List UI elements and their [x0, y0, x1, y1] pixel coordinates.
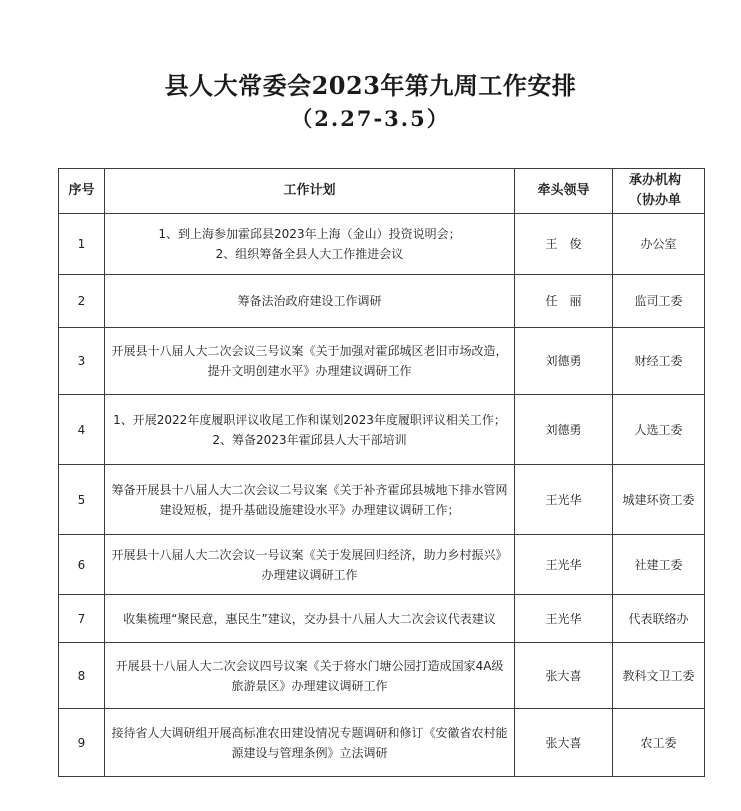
- table-row: [59, 709, 705, 777]
- row-lead: 张大喜: [515, 709, 613, 777]
- header-plan: 工作计划: [105, 169, 515, 214]
- table-row: [59, 275, 705, 328]
- row-org: 教科文卫工委: [613, 643, 705, 709]
- row-number: 7: [59, 595, 105, 643]
- schedule-table: [58, 168, 705, 777]
- table-row: [59, 395, 705, 465]
- row-plan: [105, 465, 515, 535]
- row-lead: 任 丽: [515, 275, 613, 328]
- row-number: 3: [59, 328, 105, 395]
- page-subtitle: （2.27-3.5）: [291, 106, 450, 131]
- row-number: 2: [59, 275, 105, 328]
- row-org: 人选工委: [613, 395, 705, 465]
- plan-line: 1、开展2022年度履职评议收尾工作和谋划2023年度履职评议相关工作；: [113, 412, 506, 427]
- row-plan: [105, 535, 515, 595]
- row-plan: [105, 709, 515, 777]
- row-lead: 王 俊: [515, 214, 613, 275]
- row-lead: 张大喜: [515, 643, 613, 709]
- row-org: 办公室: [613, 214, 705, 275]
- header-org-line2: （协办单: [629, 193, 682, 208]
- plan-line: 筹备开展县十八届人大二次会议二号议案《关于补齐霍邱县城地下排水管网建设短板，提升基础设施建设水平》办理建议调研工作；: [111, 482, 508, 517]
- plan-line: 收集梳理“聚民意，惠民生”建议，交办县十八届人大二次会议代表建议: [123, 611, 496, 626]
- plan-line: 开展县十八届人大二次会议三号议案《关于加强对霍邱城区老旧市场改造，提升文明创建水平》办理建议调研工作: [111, 344, 508, 378]
- row-org: 代表联络办: [613, 595, 705, 643]
- row-plan: [105, 275, 515, 328]
- row-number: 6: [59, 535, 105, 595]
- row-number: 9: [59, 709, 105, 777]
- row-plan: [105, 395, 515, 465]
- table-row: [59, 328, 705, 395]
- page-title: 县人大常委会2023年第九周工作安排: [164, 71, 577, 100]
- plan-line: 2、组织筹备全县人大工作推进会议: [215, 247, 404, 261]
- row-org: 监司工委: [613, 275, 705, 328]
- table-row: [59, 643, 705, 709]
- row-plan: [105, 643, 515, 709]
- row-plan: [105, 595, 515, 643]
- row-number: 8: [59, 643, 105, 709]
- plan-line: 2、筹备2023年霍邱县人大干部培训: [212, 432, 407, 447]
- row-plan: [105, 328, 515, 395]
- header-org: [613, 169, 705, 214]
- plan-line: 开展县十八届人大二次会议四号议案《关于将水门塘公园打造成国家4A级旅游景区》办理建议调研工作: [115, 658, 504, 693]
- row-number: 4: [59, 395, 105, 465]
- row-org: 农工委: [613, 709, 705, 777]
- row-number: 1: [59, 214, 105, 275]
- row-plan: [105, 214, 515, 275]
- table-body: [59, 214, 705, 777]
- row-lead: 刘德勇: [515, 328, 613, 395]
- row-lead: 刘德勇: [515, 395, 613, 465]
- table-header-row: [59, 169, 705, 214]
- row-org: 社建工委: [613, 535, 705, 595]
- table-row: [59, 595, 705, 643]
- plan-line: 1、到上海参加霍邱县2023年上海（金山）投资说明会；: [158, 227, 461, 241]
- plan-line: 接待省人大调研组开展高标准农田建设情况专题调研和修订《安徽省农村能源建设与管理条例》立法调研: [111, 725, 508, 760]
- row-org: 财经工委: [613, 328, 705, 395]
- header-org-line1: 承办机构: [629, 173, 682, 188]
- header-no: 序号: [59, 169, 105, 214]
- table-row: [59, 465, 705, 535]
- plan-line: 筹备法治政府建设工作调研: [237, 294, 382, 308]
- table-row: [59, 214, 705, 275]
- row-org: 城建环资工委: [613, 465, 705, 535]
- header-lead: 牵头领导: [515, 169, 613, 214]
- table-row: [59, 535, 705, 595]
- row-lead: 王光华: [515, 535, 613, 595]
- row-number: 5: [59, 465, 105, 535]
- row-lead: 王光华: [515, 465, 613, 535]
- plan-line: 开展县十八届人大二次会议一号议案《关于发展回归经济，助力乡村振兴》办理建议调研工作: [111, 547, 508, 582]
- row-lead: 王光华: [515, 595, 613, 643]
